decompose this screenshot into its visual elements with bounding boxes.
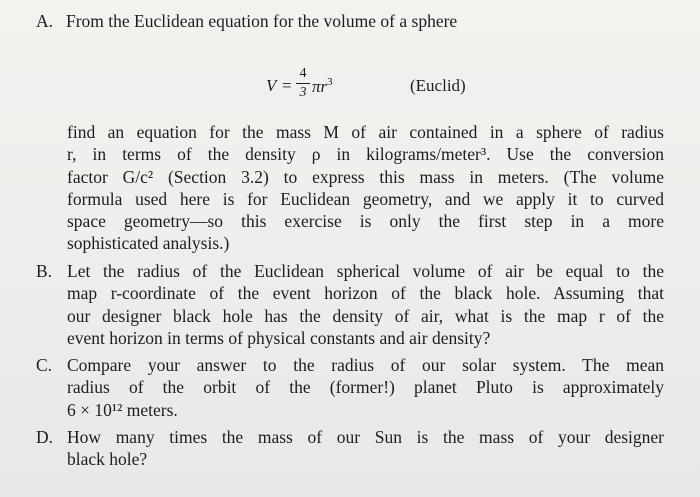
equation-pi-r (312, 76, 333, 97)
paragraph-line: sophisticated analysis.) (67, 233, 230, 254)
fraction-numerator: 4 (299, 66, 307, 81)
equation-exponent: 3 (327, 76, 333, 88)
paragraph-line: black hole? (67, 449, 148, 470)
part-a-heading-text: From the Euclidean equation for the volume of a sphere (66, 11, 458, 31)
paragraph-line: 6 × 10¹² meters. (67, 399, 178, 420)
paragraph-line: How many times the mass of our Sun is the mass of your designer (67, 427, 664, 447)
fraction-denominator: 3 (299, 85, 307, 100)
paragraph-line: factor G/c² (Section 3.2) to express this mass in meters. (The volume (67, 166, 664, 187)
equation-equals: = (282, 76, 292, 95)
equation-pi-r-text: πr (312, 77, 328, 96)
paragraph-line: space geometry—so this exercise is only the first step in a more (67, 211, 664, 232)
part-b-label: B. (36, 261, 53, 281)
part-a-label: A. (36, 11, 54, 31)
part-d-label: D. (36, 427, 54, 447)
paragraph-line: Compare your answer to the radius of our solar system. The mean (67, 355, 664, 375)
equation-fraction (296, 66, 310, 101)
part-b-paragraph (67, 260, 664, 349)
part-d-paragraph (67, 426, 664, 471)
equation-lhs: V (266, 76, 277, 95)
paragraph-line: Let the radius of the Euclidean spherical volume of air be equal to the (67, 261, 664, 281)
part-c-paragraph (67, 354, 664, 421)
part-a-heading (36, 10, 457, 32)
part-a-paragraph (67, 121, 664, 255)
fraction-bar (296, 83, 310, 84)
paragraph-line: find an equation for the mass M of air contained in a sphere of radius (67, 122, 664, 142)
paragraph-line: r, in terms of the density ρ in kilograms/meter³. Use the conversion (67, 144, 664, 165)
paragraph-line: radius of the orbit of the (former!) planet Pluto is approximately (67, 377, 664, 398)
sphere-volume-equation (266, 66, 486, 116)
paragraph-line: formula used here is for Euclidean geometry, and we apply it to curved (67, 188, 664, 209)
equation-tag: (Euclid) (410, 76, 466, 95)
paragraph-line: map r-coordinate of the event horizon of the black hole. Assuming that (67, 283, 664, 304)
part-c-label: C. (36, 355, 53, 375)
paragraph-line: event horizon in terms of physical constants and air density? (67, 327, 491, 348)
paragraph-line: our designer black hole has the density of air, what is the map r of the (67, 305, 664, 326)
